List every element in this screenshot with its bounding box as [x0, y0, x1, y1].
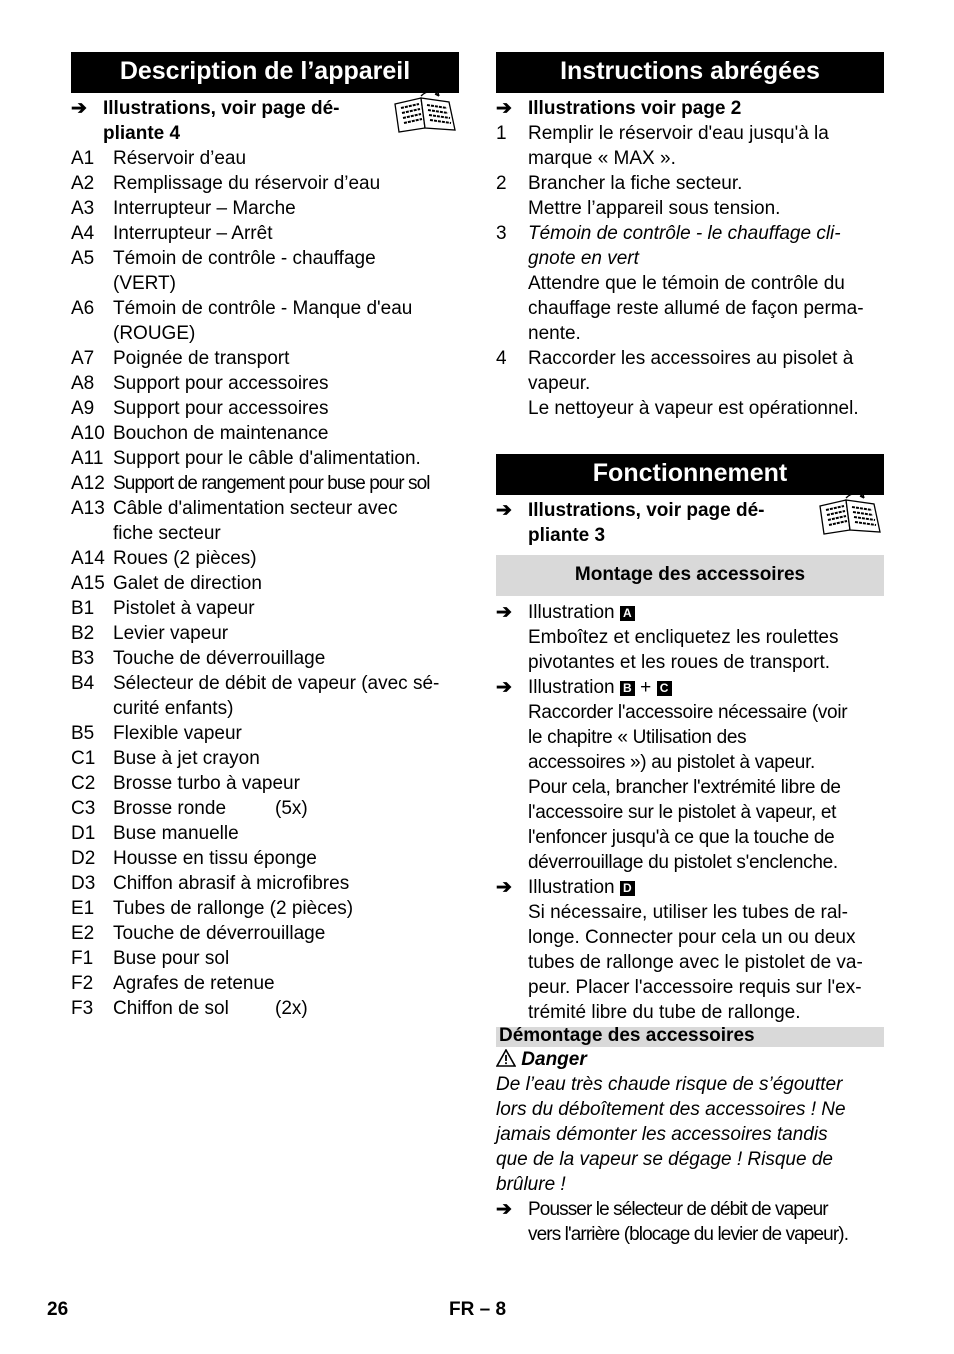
component-number: F3: [71, 998, 94, 1019]
last-instruction: [496, 1197, 884, 1247]
component-label: (ROUGE): [113, 323, 196, 344]
illustration-bc-block: ➔ Illustration B + C Raccorder l'accessoire nécessaire (voir le chapitre « Utilisation des accessoires ») au pistolet à vapeur. Pour cela, brancher l'extrémité libre de l'accessoire sur le pistolet à vapeur, et l'enfoncer jusqu'à ce que la touche de déverrouillage du pistolet s'enclenche.: [496, 675, 884, 875]
component-label: Touche de déverrouillage: [113, 648, 326, 669]
foldout-book-icon: [816, 492, 884, 536]
component-number: A12: [71, 473, 105, 494]
component-number: A7: [71, 348, 95, 369]
instruction-text: vers l'arrière (blocage du levier de vapeur).: [528, 1224, 849, 1245]
danger-line: De l’eau très chaude risque de s’égoutter: [496, 1074, 843, 1095]
arrow-icon: ➔: [496, 877, 512, 898]
instruction-text: accessoires ») au pistolet à vapeur.: [528, 752, 816, 773]
component-label: Interrupteur – Arrêt: [113, 223, 273, 244]
arrow-icon: ➔: [496, 602, 512, 623]
step-number: 1: [496, 123, 507, 144]
step-italic-text: gnote en vert: [528, 248, 639, 269]
foldout-book-icon: [391, 90, 459, 134]
component-label: Pistolet à vapeur: [113, 598, 255, 619]
component-label: Buse pour sol: [113, 948, 230, 969]
component-label: Poignée de transport: [113, 348, 290, 369]
component-label: Galet de direction: [113, 573, 262, 594]
step-text: Attendre que le témoin de contrôle du: [528, 273, 845, 294]
component-label: Touche de déverrouillage: [113, 923, 326, 944]
illustration-a-block: ➔ Illustration A Emboîtez et encliquetez les roulettes pivotantes et les roues de transport.: [496, 600, 884, 675]
component-item: [71, 671, 459, 721]
page-number: 26: [47, 1299, 69, 1320]
component-number: B4: [71, 673, 95, 694]
component-item: [71, 196, 459, 221]
component-label: Témoin de contrôle - Manque d'eau: [113, 298, 413, 319]
step-italic-text: Témoin de contrôle - le chauffage cli-: [528, 223, 841, 244]
arrow-icon: ➔: [496, 98, 512, 119]
component-item: [71, 896, 459, 921]
component-number: C1: [71, 748, 96, 769]
label-box-c: C: [657, 681, 672, 696]
component-label: Buse manuelle: [113, 823, 239, 844]
component-label: Brosse turbo à vapeur: [113, 773, 300, 794]
step-number: 4: [496, 348, 507, 369]
step-text: Remplir le réservoir d'eau jusqu'à la: [528, 123, 829, 144]
component-number: B5: [71, 723, 95, 744]
component-item: [71, 471, 459, 496]
component-item: [71, 246, 459, 296]
danger-line: jamais démonter les accessoires tandis: [496, 1124, 828, 1145]
step-text: Brancher la fiche secteur.: [528, 173, 743, 194]
steps-list: [496, 121, 884, 421]
component-item: [71, 621, 459, 646]
component-number: A2: [71, 173, 95, 194]
instruction-text: tubes de rallonge avec le pistolet de va-: [528, 952, 863, 973]
component-number: A9: [71, 398, 95, 419]
component-number: A5: [71, 248, 95, 269]
instruction-text: pivotantes et les roues de transport.: [528, 652, 831, 673]
component-list: [71, 146, 459, 1021]
component-label: Réservoir d’eau: [113, 148, 247, 169]
component-number: C3: [71, 798, 96, 819]
step-item: [496, 121, 884, 171]
step-text: vapeur.: [528, 373, 591, 394]
component-number: A15: [71, 573, 105, 594]
component-item: [71, 846, 459, 871]
component-number: E1: [71, 898, 95, 919]
left-column: [71, 52, 459, 1021]
component-number: A1: [71, 148, 95, 169]
instruction-text: longe. Connecter pour cela un ou deux: [528, 927, 856, 948]
component-number: D2: [71, 848, 96, 869]
component-number: B3: [71, 648, 95, 669]
step-item: [496, 346, 884, 421]
component-number: D1: [71, 823, 96, 844]
component-item: [71, 796, 459, 821]
instruction-text: peur. Placer l'accessoire requis sur l'ex-: [528, 977, 862, 998]
instruction-text: l'accessoire sur le pistolet à vapeur, et: [528, 802, 837, 823]
component-number: A10: [71, 423, 105, 444]
arrow-icon: ➔: [496, 677, 512, 698]
arrow-icon: ➔: [496, 1199, 512, 1220]
component-number: B1: [71, 598, 95, 619]
component-number: A8: [71, 373, 95, 394]
component-label: Roues (2 pièces): [113, 548, 257, 569]
component-item: [71, 171, 459, 196]
right-column: [496, 52, 884, 1247]
warning-triangle-icon: [496, 1049, 516, 1067]
label-box-d: D: [620, 881, 635, 896]
instruction-text: Pousser le sélecteur de débit de vapeur: [528, 1199, 828, 1220]
step-text: marque « MAX ».: [528, 148, 676, 169]
instruction-text: Pour cela, brancher l'extrémité libre de: [528, 777, 841, 798]
component-label: Chiffon de sol (2x): [113, 998, 308, 1019]
component-number: A11: [71, 448, 104, 469]
component-label: Housse en tissu éponge: [113, 848, 317, 869]
component-label: Témoin de contrôle - chauffage: [113, 248, 376, 269]
component-number: A3: [71, 198, 95, 219]
section-page-label: FR – 8: [449, 1299, 507, 1320]
component-item: [71, 721, 459, 746]
danger-line: lors du déboîtement des accessoires ! Ne: [496, 1099, 846, 1120]
component-item: [71, 821, 459, 846]
component-label: Support pour le câble d'alimentation.: [113, 448, 421, 469]
component-item: [71, 296, 459, 346]
component-label: Agrafes de retenue: [113, 973, 275, 994]
component-label: fiche secteur: [113, 523, 221, 544]
component-item: [71, 371, 459, 396]
step-item: [496, 221, 884, 346]
subsection-title-dismounting: Démontage des accessoires: [496, 1027, 884, 1047]
instruction-text: Raccorder l'accessoire nécessaire (voir: [528, 702, 848, 723]
section-title-description: Description de l’appareil: [71, 52, 459, 93]
component-label: curité enfants): [113, 698, 234, 719]
component-label: Support pour accessoires: [113, 373, 329, 394]
section-title-instructions: Instructions abrégées: [496, 52, 884, 93]
step-number: 3: [496, 223, 507, 244]
component-label: Interrupteur – Marche: [113, 198, 296, 219]
illustration-reference: ➔ Illustrations, voir page dé- pliante 3: [496, 500, 765, 546]
component-item: [71, 971, 459, 996]
section-title-operation: Fonctionnement: [496, 454, 884, 495]
step-item: [496, 171, 884, 221]
component-number: B2: [71, 623, 95, 644]
label-box-b: B: [620, 681, 635, 696]
danger-text: [496, 1072, 884, 1197]
component-item: [71, 346, 459, 371]
instruction-text: l'enfoncer jusqu'à ce que la touche de: [528, 827, 835, 848]
component-item: [71, 946, 459, 971]
label-box-a: A: [620, 606, 635, 621]
step-text: chauffage reste allumé de façon perma-: [528, 298, 864, 319]
component-label: Support pour accessoires: [113, 398, 329, 419]
component-label: Buse à jet crayon: [113, 748, 260, 769]
danger-line: brûlure !: [496, 1174, 566, 1195]
component-label: Brosse ronde (5x): [113, 798, 308, 819]
component-label: Support de rangement pour buse pour sol: [113, 473, 430, 494]
arrow-icon: ➔: [71, 98, 87, 119]
component-number: C2: [71, 773, 96, 794]
instruction-text: Si nécessaire, utiliser les tubes de ral-: [528, 902, 848, 923]
step-text: Le nettoyeur à vapeur est opérationnel.: [528, 398, 859, 419]
danger-heading: Danger: [496, 1047, 884, 1072]
component-label: Sélecteur de débit de vapeur (avec sé-: [113, 673, 440, 694]
component-label: Bouchon de maintenance: [113, 423, 329, 444]
component-item: [71, 396, 459, 421]
danger-line: que de la vapeur se dégage ! Risque de: [496, 1149, 833, 1170]
component-label: Câble d'alimentation secteur avec: [113, 498, 398, 519]
component-item: [71, 146, 459, 171]
component-item: [71, 446, 459, 471]
component-item: [71, 996, 459, 1021]
component-item: [71, 571, 459, 596]
instruction-text: le chapitre « Utilisation des: [528, 727, 747, 748]
component-item: [71, 871, 459, 896]
component-item: [71, 596, 459, 621]
subsection-title-mounting: Montage des accessoires: [496, 555, 884, 596]
instruction-text: Emboîtez et encliquetez les roulettes: [528, 627, 839, 648]
instruction-text: déverrouillage du pistolet s'enclenche.: [528, 852, 838, 873]
component-label: (VERT): [113, 273, 176, 294]
arrow-icon: ➔: [496, 500, 512, 521]
component-item: [71, 546, 459, 571]
component-label: Tubes de rallonge (2 pièces): [113, 898, 354, 919]
step-text: Raccorder les accessoires au pisolet à: [528, 348, 854, 369]
component-label: Remplissage du réservoir d’eau: [113, 173, 381, 194]
component-number: F2: [71, 973, 94, 994]
step-number: 2: [496, 173, 507, 194]
component-number: A4: [71, 223, 95, 244]
component-item: [71, 921, 459, 946]
component-label: Flexible vapeur: [113, 723, 242, 744]
component-number: A13: [71, 498, 105, 519]
component-number: D3: [71, 873, 96, 894]
component-item: [71, 746, 459, 771]
component-label: Levier vapeur: [113, 623, 229, 644]
component-item: [71, 496, 459, 546]
illustration-reference: ➔ Illustrations voir page 2: [496, 98, 742, 119]
component-number: A6: [71, 298, 95, 319]
illustration-d-block: ➔ Illustration D Si nécessaire, utiliser les tubes de ral- longe. Connecter pour cela un ou deux tubes de rallonge avec le pistolet de va- peur. Placer l'accessoire requis sur l'ex- trémité libre du tube de rallonge.: [496, 875, 884, 1025]
instruction-text: trémité libre du tube de rallonge.: [528, 1002, 801, 1023]
component-item: [71, 221, 459, 246]
component-item: [71, 646, 459, 671]
illustration-reference: ➔ Illustrations, voir page dé- pliante 4: [71, 98, 340, 144]
component-number: F1: [71, 948, 94, 969]
step-text: nente.: [528, 323, 581, 344]
component-item: [71, 421, 459, 446]
component-label: Chiffon abrasif à microfibres: [113, 873, 350, 894]
component-item: [71, 771, 459, 796]
component-number: E2: [71, 923, 95, 944]
step-text: Mettre l’appareil sous tension.: [528, 198, 781, 219]
component-number: A14: [71, 548, 105, 569]
